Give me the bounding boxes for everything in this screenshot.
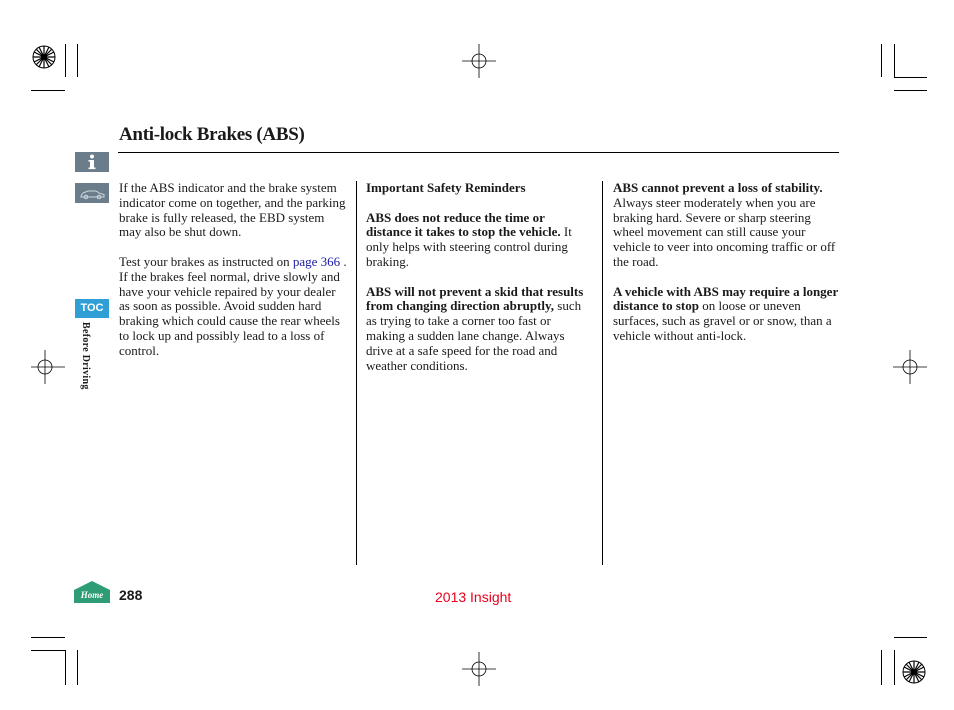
col2-paragraph-2: ABS will not prevent a skid that results from changing direction abruptly, such as trying to take a corner too fast or making a sudden lane change. Always drive at a safe speed for the road and weather conditions. <box>366 283 584 373</box>
page-366-link[interactable]: page 366 <box>292 253 341 269</box>
starburst-mark-top-left <box>31 44 57 70</box>
col3-paragraph-2: A vehicle with ABS may require a longer distance to stop on loose or uneven surfaces, such as gravel or or snow, than a vehicle without anti-lock. <box>613 283 838 343</box>
column-divider-2 <box>602 181 603 565</box>
column-3 <box>613 181 839 359</box>
col2-heading: Important Safety Reminders <box>366 180 526 195</box>
column-divider-1 <box>356 181 357 565</box>
registration-target-top <box>462 44 496 78</box>
registration-target-bottom <box>462 652 496 686</box>
svg-text:Home: Home <box>80 590 104 600</box>
col2-paragraph-1: ABS does not reduce the time or distance it takes to stop the vehicle. It only helps with steering control during braking. <box>366 209 572 269</box>
footer-model: 2013 Insight <box>435 589 512 605</box>
page-number: 288 <box>119 587 143 603</box>
col1-paragraph-1: If the ABS indicator and the brake system indicator come on together, and the parking brake is fully released, the EBD system may also be shut down. <box>119 180 346 240</box>
info-icon <box>75 152 109 172</box>
col3-paragraph-1: ABS cannot prevent a loss of stability. Always steer moderately when you are braking hard. Severe or sharp steering wheel movement can still cause your vehicle to veer into oncoming traffic or off the road. <box>613 180 836 269</box>
column-1 <box>119 181 347 373</box>
title-rule <box>118 152 839 153</box>
vehicle-button[interactable] <box>75 183 109 203</box>
info-button[interactable] <box>75 152 109 172</box>
home-icon <box>73 580 111 604</box>
toc-button[interactable]: TOC <box>75 299 109 318</box>
registration-target-right <box>893 350 927 384</box>
column-2 <box>366 181 592 388</box>
car-icon <box>75 183 109 203</box>
registration-target-left <box>31 350 65 384</box>
starburst-mark-bottom-right <box>901 659 927 685</box>
col1-paragraph-2: Test your brakes as instructed on page 366 . If the brakes feel normal, drive slowly and have your vehicle repaired by your dealer as soon as possible. Avoid sudden hard braking which could cause the rear wheels to lock up and possibly lead to a loss of control. <box>119 253 347 358</box>
page-title: Anti-lock Brakes (ABS) <box>119 124 305 145</box>
section-label: Before Driving <box>80 322 91 390</box>
home-button[interactable] <box>73 580 111 609</box>
